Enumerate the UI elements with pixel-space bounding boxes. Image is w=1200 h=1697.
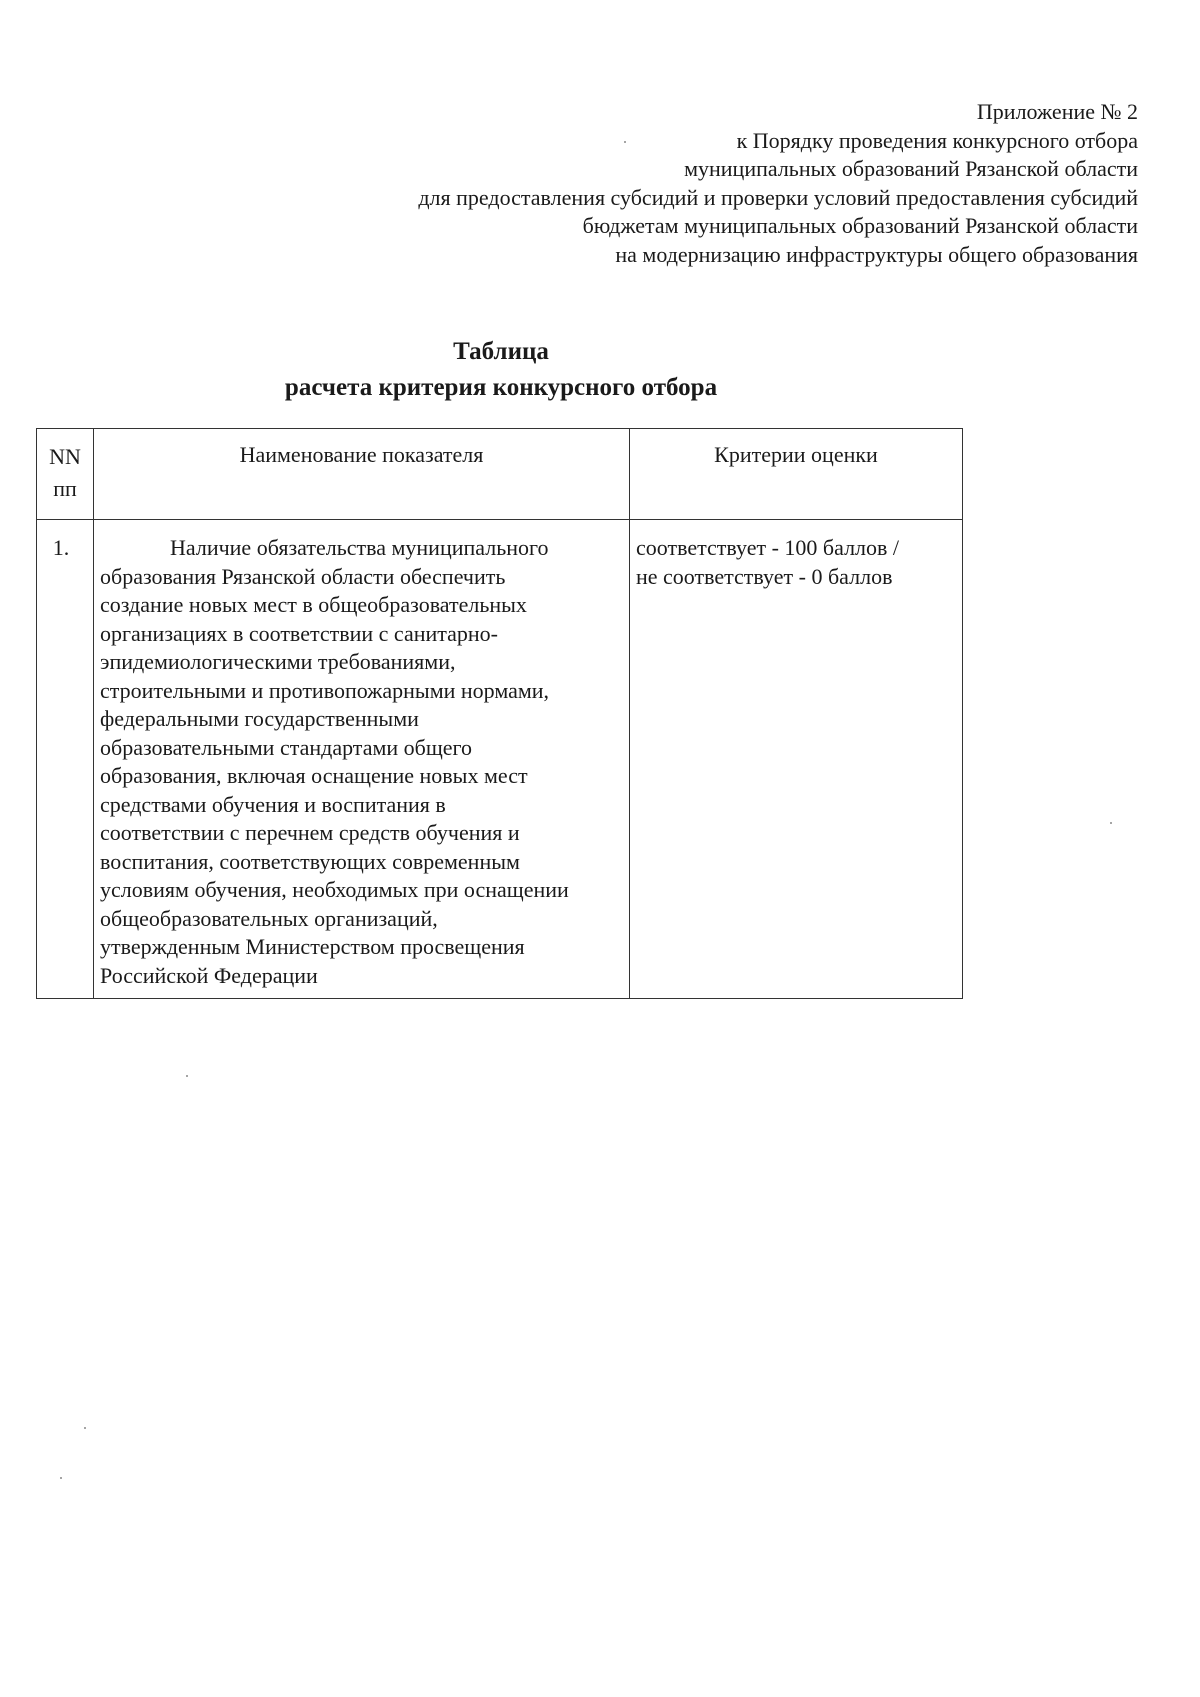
indicator-line: утвержденным Министерством просвещения (100, 934, 525, 959)
indicator-line: образования Рязанской области обеспечить (100, 563, 506, 589)
indicator-line: общеобразовательных организаций, (100, 905, 438, 931)
appendix-line: муниципальных образований Рязанской области (684, 156, 1138, 181)
title-line-1: Таблица (453, 338, 549, 365)
appendix-line: бюджетам муниципальных образований Рязанской области (582, 213, 1138, 238)
table-header-row (37, 429, 963, 520)
header-number-line-2: пп (53, 476, 77, 501)
scan-speck (624, 141, 626, 143)
indicator-line: Российской Федерации (100, 962, 318, 988)
appendix-line: на модернизацию инфраструктуры общего образования (615, 241, 1138, 267)
header-number-line-1: NN (49, 444, 81, 469)
criteria-line: соответствует - 100 баллов / (636, 535, 900, 560)
appendix-line: к Порядку проведения конкурсного отбора (736, 127, 1138, 153)
appendix-header (238, 98, 1138, 269)
header-number (37, 429, 94, 520)
row-indicator-name (94, 520, 630, 999)
indicator-line: Наличие обязательства муниципального (170, 535, 549, 560)
indicator-line: образовательными стандартами общего (100, 734, 473, 760)
indicator-line: создание новых мест в общеобразовательных (100, 592, 527, 617)
indicator-line: эпидемиологическими требованиями, (100, 649, 456, 674)
indicator-line: средствами обучения и воспитания в (100, 791, 446, 817)
indicator-line: организациях в соответствии с санитарно- (100, 620, 499, 646)
row-criteria (630, 520, 963, 999)
indicator-line: воспитания, соответствующих современным (100, 848, 520, 874)
row-number: 1. (37, 520, 94, 999)
header-criteria: Критерии оценки (630, 429, 963, 520)
table-row (37, 520, 963, 999)
appendix-line: Приложение № 2 (976, 99, 1138, 124)
criteria-line: не соответствует - 0 баллов (636, 563, 893, 589)
scan-speck (60, 1477, 62, 1479)
criteria-table (36, 428, 963, 999)
appendix-line: для предоставления субсидий и проверки условий предоставления субсидий (418, 184, 1138, 210)
indicator-line: образования, включая оснащение новых мест (100, 763, 528, 788)
indicator-line: соответствии с перечнем средств обучения и (100, 820, 520, 845)
indicator-line: строительными и противопожарными нормами, (100, 677, 550, 703)
header-indicator-name: Наименование показателя (94, 429, 630, 520)
document-title (36, 334, 966, 406)
indicator-line: условиям обучения, необходимых при оснащении (100, 877, 569, 902)
scan-speck (186, 1075, 188, 1077)
title-line-2: расчета критерия конкурсного отбора (284, 374, 718, 401)
scan-speck (1110, 822, 1112, 824)
indicator-line: федеральными государственными (100, 706, 419, 731)
scan-speck (84, 1427, 86, 1429)
